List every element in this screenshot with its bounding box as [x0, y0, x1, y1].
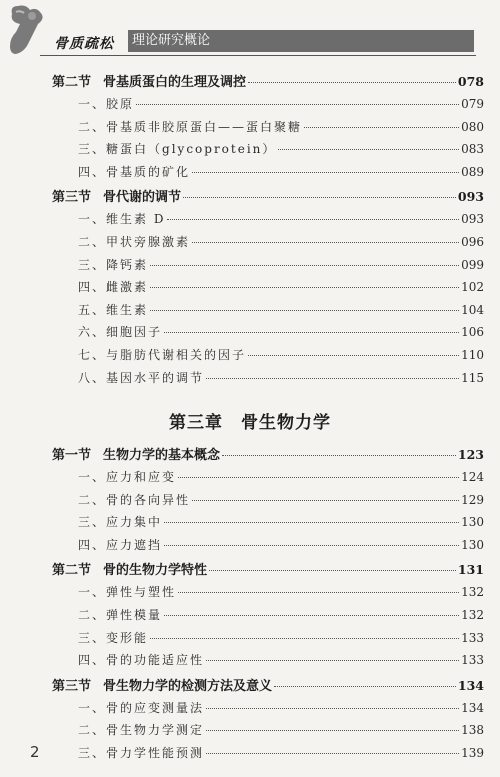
- toc-item-num: 二、: [78, 492, 107, 507]
- dot-leader: [164, 615, 459, 616]
- toc-item-page: 110: [461, 348, 484, 362]
- toc-section-num: 第二节: [52, 563, 92, 579]
- toc-item-page: 079: [461, 97, 484, 112]
- toc-item-num: 一、: [78, 212, 107, 227]
- toc-section-title: 骨的生物力学特性: [103, 563, 208, 579]
- header-divider: [40, 55, 476, 56]
- page-header: [0, 0, 500, 62]
- toc-item-page: 130: [461, 515, 484, 530]
- dot-leader: [304, 127, 459, 128]
- toc-item-num: 四、: [78, 280, 107, 295]
- toc-item[interactable]: [78, 95, 484, 117]
- toc-item-title: 维生素: [106, 302, 149, 317]
- toc-item[interactable]: [78, 118, 484, 140]
- toc-item-title: 基因水平的调节: [106, 370, 205, 385]
- chapter-title: 骨生物力学: [241, 413, 331, 433]
- toc-item-title: 骨的应变测量法: [106, 700, 205, 715]
- toc-section-title: 骨生物力学的检测方法及意义: [103, 678, 273, 694]
- toc-item-page: 132: [461, 608, 484, 622]
- toc-item[interactable]: [78, 699, 484, 721]
- toc-item[interactable]: [78, 140, 484, 162]
- toc-item-title: 降钙素: [106, 257, 149, 272]
- toc-item-page: 139: [461, 745, 484, 760]
- toc-item[interactable]: [78, 233, 484, 255]
- toc-item-num: 一、: [78, 585, 107, 600]
- dot-leader: [150, 310, 459, 311]
- header-subtitle: 理论研究概论: [128, 30, 474, 52]
- dot-leader: [209, 570, 456, 571]
- dot-leader: [206, 378, 459, 379]
- toc-item[interactable]: [78, 606, 484, 628]
- toc-item-num: 三、: [78, 745, 107, 760]
- toc-section-title: 生物力学的基本概念: [103, 448, 221, 463]
- toc-section-num: 第三节: [52, 678, 92, 694]
- toc-item-page: 102: [461, 280, 484, 295]
- toc-item-title: 胶原: [106, 97, 135, 112]
- toc-item[interactable]: [78, 346, 484, 368]
- toc-section[interactable]: [52, 186, 484, 208]
- toc-item-page: 104: [461, 302, 484, 317]
- page-number: 2: [30, 743, 40, 761]
- toc-item[interactable]: [78, 256, 484, 278]
- dot-leader: [274, 686, 456, 687]
- toc-item-num: 四、: [78, 164, 107, 179]
- toc-item[interactable]: [78, 491, 484, 513]
- dot-leader: [164, 522, 459, 523]
- toc-section-page: 093: [457, 189, 484, 205]
- dot-leader: [183, 197, 456, 198]
- toc-item-page: 130: [461, 537, 484, 552]
- toc-item-page: 124: [461, 470, 484, 485]
- toc-item[interactable]: [78, 163, 484, 185]
- toc-item-title: 甲状旁腺激素: [106, 235, 191, 249]
- toc-item-num: 三、: [78, 257, 107, 272]
- toc-item-page: 132: [461, 585, 484, 600]
- toc-section-page: 134: [457, 677, 484, 693]
- toc-item-title: 应力遮挡: [106, 537, 163, 552]
- dot-leader: [150, 265, 459, 266]
- toc-section-title: 骨基质蛋白的生理及调控: [103, 75, 247, 90]
- toc-item-title: 骨生物力学测定: [106, 723, 205, 738]
- dot-leader: [206, 708, 459, 709]
- toc-item[interactable]: [78, 468, 484, 490]
- toc-item-num: 三、: [78, 630, 107, 645]
- dot-leader: [192, 242, 459, 243]
- dot-leader: [178, 592, 459, 593]
- toc-item-title: 细胞因子: [106, 325, 163, 340]
- dot-leader: [167, 219, 459, 220]
- dot-leader: [164, 332, 459, 333]
- toc-item-num: 三、: [78, 142, 107, 157]
- toc-item-title: 糖蛋白（glycoprotein）: [106, 142, 277, 157]
- dot-leader: [150, 638, 459, 639]
- toc-section[interactable]: [52, 559, 484, 581]
- toc-section-page: 131: [457, 562, 484, 578]
- chapter-heading: [0, 408, 500, 433]
- dot-leader: [192, 172, 459, 173]
- toc-item-page: 089: [461, 164, 484, 179]
- toc-item-page: 096: [461, 235, 484, 249]
- toc-item-page: 138: [461, 723, 484, 738]
- toc-item-num: 一、: [78, 97, 107, 112]
- dot-leader: [150, 287, 459, 288]
- dot-leader: [178, 477, 459, 478]
- toc-item-page: 133: [461, 630, 484, 645]
- toc-item-title: 骨基质非胶原蛋白——蛋白聚糖: [106, 119, 303, 134]
- toc-item-num: 八、: [78, 370, 107, 385]
- toc-item-page: 106: [461, 325, 484, 340]
- toc-item-page: 083: [461, 142, 484, 157]
- dot-leader: [222, 455, 456, 456]
- toc-item-num: 七、: [78, 348, 107, 362]
- toc-item-page: 133: [461, 653, 484, 668]
- toc-section-num: 第二节: [52, 75, 92, 90]
- toc-item-num: 一、: [78, 470, 107, 485]
- toc-item[interactable]: [78, 369, 484, 391]
- dot-leader: [206, 753, 459, 754]
- toc-item-page: 129: [461, 492, 484, 507]
- toc-item[interactable]: [78, 583, 484, 605]
- toc-section-num: 第三节: [52, 190, 92, 206]
- toc-item-num: 二、: [78, 723, 107, 738]
- dot-leader: [206, 730, 459, 731]
- toc-section-page: 123: [457, 447, 484, 462]
- toc-item[interactable]: [78, 629, 484, 651]
- toc-item-page: 080: [461, 119, 484, 134]
- toc-item-num: 三、: [78, 515, 107, 530]
- toc-item-title: 弹性与塑性: [106, 585, 177, 600]
- toc-item[interactable]: [78, 210, 484, 232]
- toc-item[interactable]: [78, 278, 484, 300]
- toc-item-num: 二、: [78, 235, 107, 249]
- toc-item-num: 四、: [78, 653, 107, 668]
- toc-item-title: 骨力学性能预测: [106, 745, 205, 760]
- toc-item-title: 雌激素: [106, 280, 149, 295]
- toc-section[interactable]: [52, 444, 484, 466]
- toc-section[interactable]: [52, 71, 484, 93]
- toc-item-title: 骨的功能适应性: [106, 653, 205, 668]
- toc-item-page: 115: [461, 370, 484, 385]
- dot-leader: [248, 355, 459, 356]
- bone-logo-icon: [6, 4, 58, 60]
- dot-leader: [192, 500, 459, 501]
- toc-item-title: 与脂肪代谢相关的因子: [106, 348, 247, 362]
- toc-item-page: 134: [461, 700, 484, 715]
- toc-item-title: 应力和应变: [106, 470, 177, 485]
- toc-section-num: 第一节: [52, 448, 92, 463]
- toc-item-num: 四、: [78, 537, 107, 552]
- dot-leader: [248, 82, 456, 83]
- toc-item[interactable]: [78, 301, 484, 323]
- toc-section[interactable]: [52, 675, 484, 697]
- toc-item-num: 二、: [78, 608, 107, 622]
- header-brand: 骨质疏松: [54, 36, 114, 52]
- toc-item[interactable]: [78, 536, 484, 558]
- toc-item-page: 093: [461, 212, 484, 227]
- toc-item[interactable]: [78, 721, 484, 743]
- toc-item-title: 应力集中: [106, 515, 163, 530]
- toc-item-title: 骨基质的矿化: [106, 164, 191, 179]
- dot-leader: [136, 104, 459, 105]
- chapter-number: 第三章: [169, 413, 223, 433]
- dot-leader: [278, 149, 459, 150]
- toc-item[interactable]: [78, 513, 484, 535]
- toc-section-page: 078: [457, 74, 484, 89]
- toc-item-num: 一、: [78, 700, 107, 715]
- toc-item[interactable]: [78, 651, 484, 673]
- toc-item-title: 弹性模量: [106, 608, 163, 622]
- toc-section-title: 骨代谢的调节: [103, 190, 182, 206]
- toc-item[interactable]: [78, 744, 484, 766]
- toc-item-page: 099: [461, 257, 484, 272]
- toc-item-num: 二、: [78, 119, 107, 134]
- toc-item-title: 变形能: [106, 630, 149, 645]
- toc-item-title: 维生素 D: [106, 212, 166, 227]
- toc-item-title: 骨的各向异性: [106, 492, 191, 507]
- toc-item-num: 五、: [78, 302, 107, 317]
- dot-leader: [206, 660, 459, 661]
- toc-item[interactable]: [78, 323, 484, 345]
- toc-item-num: 六、: [78, 325, 107, 340]
- dot-leader: [164, 545, 459, 546]
